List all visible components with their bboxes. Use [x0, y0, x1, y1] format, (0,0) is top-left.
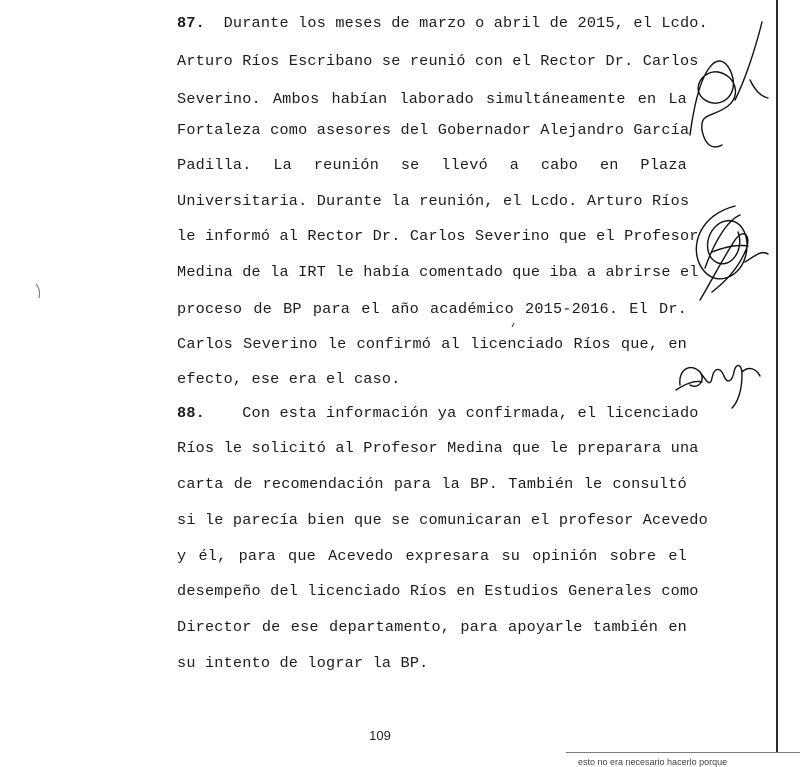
paragraph-87-line: Universitaria. Durante la reunión, el Lcdo. Arturo Ríos: [177, 192, 690, 210]
paragraph-88-line: Ríos le solicitó al Profesor Medina que le preparara una: [177, 439, 699, 457]
paragraph-88-line: carta de recomendación para la BP. También le consultó: [177, 475, 687, 493]
paragraph-87-text-line: Durante los meses de marzo o abril de 2015, el Lcdo.: [223, 14, 708, 32]
paragraph-88-line: si le parecía bien que se comunicaran el profesor Acevedo: [177, 511, 708, 529]
paragraph-88-number: 88.: [177, 404, 205, 422]
paragraph-88-text-line: Con esta información ya confirmada, el licenciado: [242, 404, 699, 422]
handwritten-initials-2: [696, 206, 768, 300]
paragraph-88-line-1: [177, 404, 699, 422]
paragraph-87-line: proceso de BP para el año académico 2015-2016. El Dr.: [177, 300, 687, 318]
paragraph-87-line: Padilla. La reunión se llevó a cabo en Plaza: [177, 156, 687, 174]
paragraph-87-line: Arturo Ríos Escribano se reunió con el Rector Dr. Carlos: [177, 52, 699, 70]
paragraph-87-line: le informó al Rector Dr. Carlos Severino que el Profesor: [177, 227, 699, 245]
paragraph-88-line: desempeño del licenciado Ríos en Estudios Generales como: [177, 582, 699, 600]
handwritten-initials-1: [690, 22, 768, 147]
footer-rule: [566, 752, 800, 753]
paragraph-88-line: su intento de lograr la BP.: [177, 654, 429, 672]
paragraph-87-line: Medina de la IRT le había comentado que iba a abrirse el: [177, 263, 699, 281]
paragraph-87-number: 87.: [177, 14, 205, 32]
paragraph-87-line-1: [177, 14, 708, 32]
margin-border-line: [776, 0, 778, 752]
paragraph-87-line: Severino. Ambos habían laborado simultáneamente en La: [177, 90, 687, 108]
paragraph-88-line: y él, para que Acevedo expresara su opinión sobre el: [177, 547, 687, 565]
footer-partial-text: esto no era necesario hacerlo porque: [578, 757, 728, 767]
stray-margin-mark: [36, 284, 40, 298]
page-number: 109: [369, 728, 391, 743]
handwritten-initials-3: [676, 365, 760, 408]
paragraph-87-line: efecto, ese era el caso.: [177, 370, 401, 388]
paragraph-87-line: Carlos Severino le confirmó al licenciado Ríos que, en: [177, 335, 687, 353]
paragraph-88-line: Director de ese departamento, para apoyarle también en: [177, 618, 687, 636]
paragraph-87-line: Fortaleza como asesores del Gobernador Alejandro García: [177, 121, 690, 139]
pen-tick-mark: [512, 323, 514, 327]
